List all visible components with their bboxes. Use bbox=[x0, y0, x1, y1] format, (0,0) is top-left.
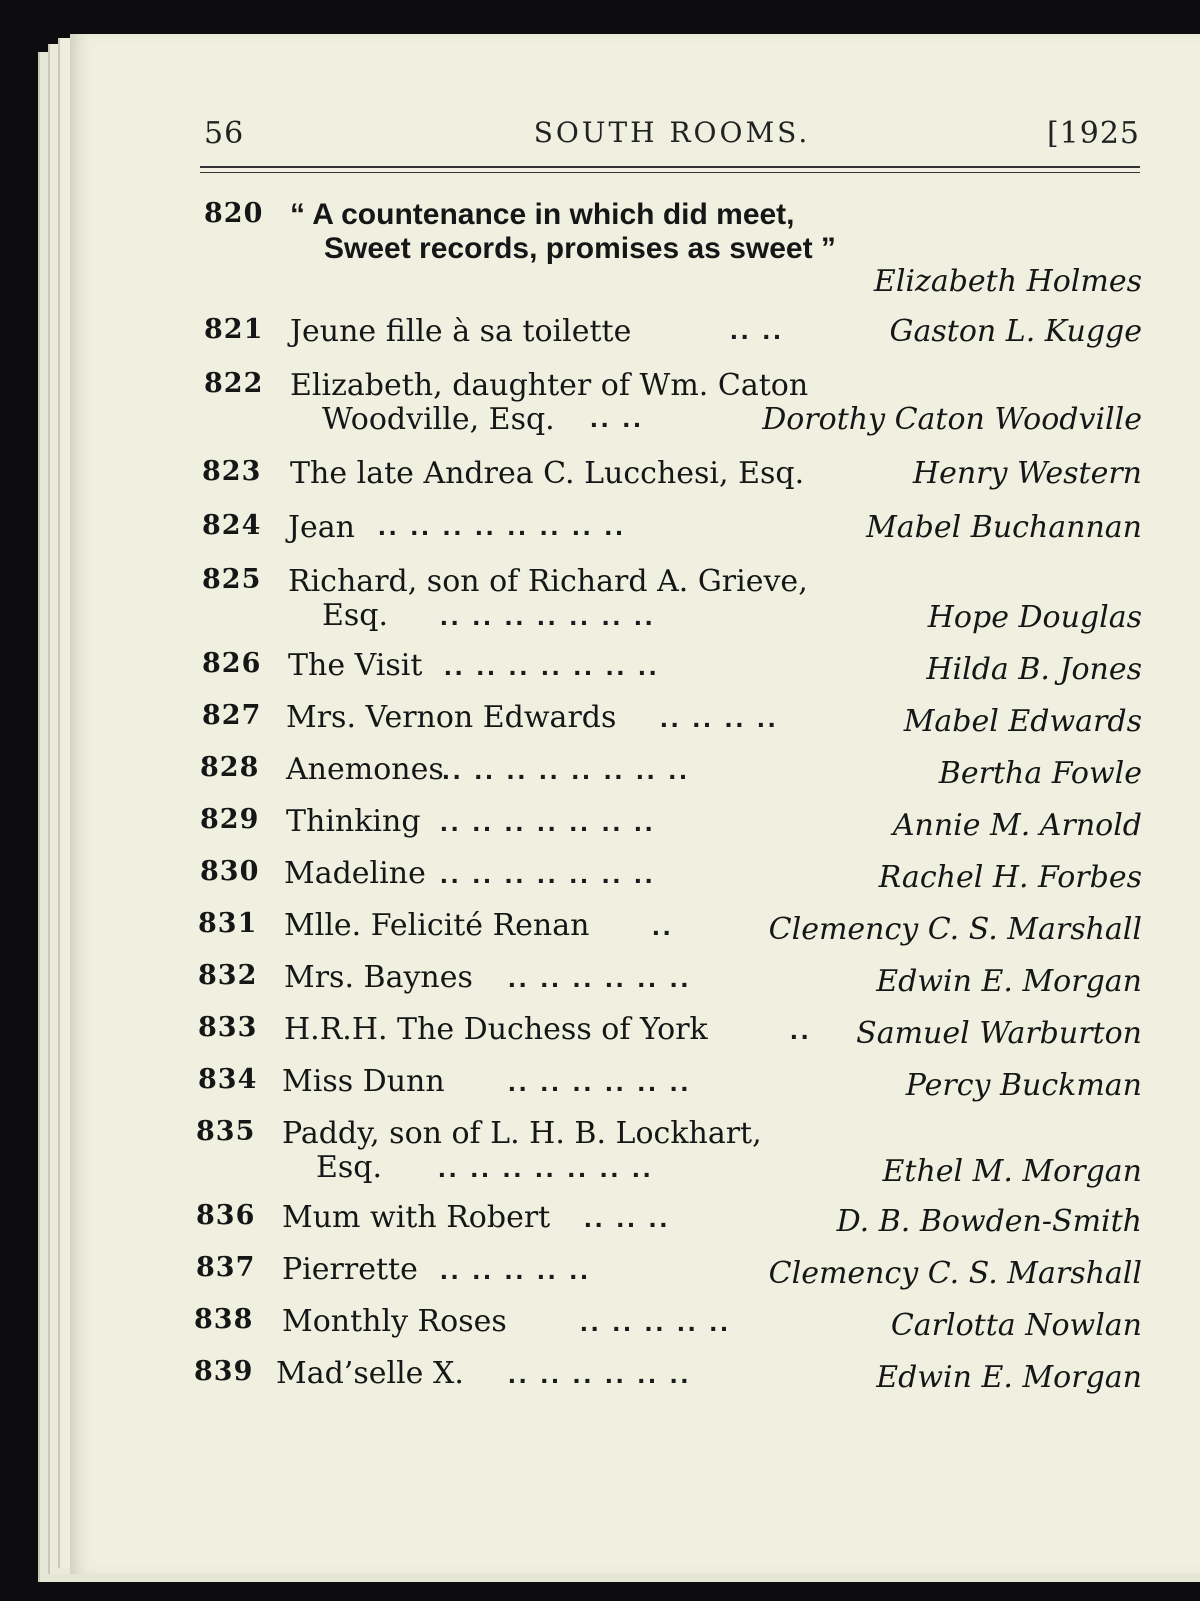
entry-title: Mlle. Felicité Renan bbox=[284, 908, 590, 943]
entry-number: 837 bbox=[196, 1252, 256, 1283]
entry-title-line2: Sweet records, promises as sweet ” bbox=[324, 232, 836, 265]
dot-leader: .. .. .. bbox=[584, 1202, 671, 1233]
entry-title: Monthly Roses bbox=[282, 1304, 507, 1339]
entry-number: 839 bbox=[194, 1356, 254, 1387]
entry-artist: Edwin E. Morgan bbox=[876, 1360, 1142, 1395]
entry-artist: Hilda B. Jones bbox=[926, 652, 1142, 687]
entry-artist: Dorothy Caton Woodville bbox=[762, 402, 1142, 437]
dot-leader: .. .. .. .. .. .. bbox=[508, 1358, 692, 1389]
entry-artist: Mabel Buchannan bbox=[866, 510, 1142, 545]
entry-number: 820 bbox=[204, 198, 264, 229]
entry-title: Jean bbox=[288, 510, 355, 545]
dot-leader: .. .. .. .. .. .. .. .. bbox=[378, 510, 626, 541]
entry-number: 838 bbox=[194, 1304, 254, 1335]
entry-title: Anemones bbox=[286, 752, 444, 787]
entry-number: 833 bbox=[198, 1012, 258, 1043]
entry-title-line2: Esq. bbox=[316, 1150, 383, 1185]
dot-leader: .. .. .. .. .. bbox=[440, 1254, 591, 1285]
entry-artist: Edwin E. Morgan bbox=[876, 964, 1142, 999]
entry-number: 827 bbox=[202, 700, 262, 731]
entry-artist: Mabel Edwards bbox=[903, 704, 1142, 739]
entry-number: 831 bbox=[198, 908, 258, 939]
entry-title: Mrs. Vernon Edwards bbox=[286, 700, 617, 735]
entry-number: 822 bbox=[204, 368, 264, 399]
section-title: SOUTH ROOMS. bbox=[533, 116, 811, 149]
entry-number: 834 bbox=[198, 1064, 258, 1095]
dot-leader: .. .. .. .. .. .. bbox=[508, 962, 692, 993]
entry-artist: Percy Buckman bbox=[905, 1068, 1142, 1103]
entry-title-line2: Woodville, Esq. bbox=[322, 402, 555, 437]
dot-leader: .. .. .. .. bbox=[660, 702, 779, 733]
entry-artist: Rachel H. Forbes bbox=[878, 860, 1142, 895]
entry-title-line1: Elizabeth, daughter of Wm. Caton bbox=[290, 368, 809, 403]
dot-leader: .. .. .. .. .. .. .. bbox=[444, 650, 660, 681]
entry-title: Pierrette bbox=[282, 1252, 418, 1287]
dot-leader: .. .. .. .. .. .. .. bbox=[440, 806, 656, 837]
entry-artist: Gaston L. Kugge bbox=[889, 314, 1142, 349]
entry-title-line1: Paddy, son of L. H. B. Lockhart, bbox=[282, 1116, 762, 1151]
entry-artist: Samuel Warburton bbox=[856, 1016, 1142, 1051]
entry-title: Madeline bbox=[284, 856, 426, 891]
entry-artist: Annie M. Arnold bbox=[892, 808, 1142, 843]
dot-leader: .. .. .. .. .. .. .. .. bbox=[442, 754, 690, 785]
entry-title: Jeune fille à sa toilette bbox=[290, 314, 632, 349]
entry-artist: Bertha Fowle bbox=[938, 756, 1142, 791]
dot-leader: .. .. .. .. .. .. .. bbox=[440, 858, 656, 889]
entry-number: 836 bbox=[196, 1200, 256, 1231]
entry-number: 829 bbox=[200, 804, 260, 835]
entry-number: 825 bbox=[202, 564, 262, 595]
entry-title: Miss Dunn bbox=[282, 1064, 445, 1099]
entry-artist: Clemency C. S. Marshall bbox=[768, 1256, 1142, 1291]
entry-title: Thinking bbox=[286, 804, 421, 839]
dot-leader: .. bbox=[652, 910, 674, 941]
dot-leader: .. .. .. .. .. .. .. bbox=[440, 600, 656, 631]
entry-title-line1: “ A countenance in which did meet, bbox=[290, 198, 795, 231]
entry-number: 821 bbox=[204, 314, 264, 345]
entry-number: 828 bbox=[200, 752, 260, 783]
page-number: 56 bbox=[204, 116, 245, 151]
entry-artist: D. B. Bowden-Smith bbox=[836, 1204, 1142, 1239]
dot-leader: .. .. bbox=[590, 402, 644, 433]
entry-title: Mum with Robert bbox=[282, 1200, 551, 1235]
entry-artist: Elizabeth Holmes bbox=[873, 264, 1142, 299]
entry-number: 826 bbox=[202, 648, 262, 679]
catalogue-year: [1925 bbox=[1046, 116, 1140, 151]
dot-leader: .. .. .. .. .. bbox=[580, 1306, 731, 1337]
entry-number: 830 bbox=[200, 856, 260, 887]
entry-title: Mad’selle X. bbox=[276, 1356, 464, 1391]
entry-title-line2: Esq. bbox=[322, 598, 389, 633]
dot-leader: .. .. bbox=[730, 314, 784, 345]
dot-leader: .. bbox=[790, 1014, 812, 1045]
entry-artist: Carlotta Nowlan bbox=[890, 1308, 1142, 1343]
dot-leader: .. .. .. .. .. .. bbox=[508, 1066, 692, 1097]
entry-artist: Henry Western bbox=[912, 456, 1142, 491]
entry-artist: Hope Douglas bbox=[927, 600, 1142, 635]
entry-title: The Visit bbox=[288, 648, 423, 683]
entry-number: 823 bbox=[202, 456, 262, 487]
entry-number: 824 bbox=[202, 510, 262, 541]
entry-artist: Ethel M. Morgan bbox=[882, 1154, 1142, 1189]
entry-artist: Clemency C. S. Marshall bbox=[768, 912, 1142, 947]
entry-title-line1: Richard, son of Richard A. Grieve, bbox=[288, 564, 808, 599]
entry-title: H.R.H. The Duchess of York bbox=[284, 1012, 708, 1047]
entry-title: The late Andrea C. Lucchesi, Esq. bbox=[290, 456, 805, 491]
dot-leader: .. .. .. .. .. .. .. bbox=[438, 1152, 654, 1183]
entry-title: Mrs. Baynes bbox=[284, 960, 473, 995]
entry-number: 835 bbox=[196, 1116, 256, 1147]
entry-number: 832 bbox=[198, 960, 258, 991]
